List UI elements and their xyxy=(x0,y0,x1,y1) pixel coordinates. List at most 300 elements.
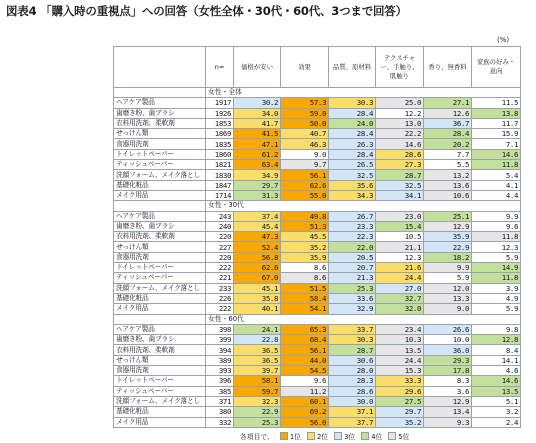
value-cell: 28.6 xyxy=(329,386,376,396)
legend-label: 2位 xyxy=(316,433,329,441)
value-cell: 13.4 xyxy=(424,407,472,417)
table-body xyxy=(114,88,521,428)
value-cell: 36.5 xyxy=(234,355,281,365)
item-label: ティッシュペーパー xyxy=(114,160,206,170)
item-label: 洗顔フォーム、メイク落とし xyxy=(114,283,206,293)
item-label: ヘアケア製品 xyxy=(114,324,206,334)
value-cell: 54.1 xyxy=(281,304,329,314)
value-cell: 65.3 xyxy=(281,324,329,334)
value-cell: 32.5 xyxy=(329,170,376,180)
table-row xyxy=(114,170,521,180)
item-label: メイク用品 xyxy=(114,417,206,427)
item-label: せっけん類 xyxy=(114,355,206,365)
table-row xyxy=(114,293,521,303)
value-cell: 37.7 xyxy=(329,417,376,427)
value-cell: 28.6 xyxy=(376,149,424,159)
value-cell: 21.1 xyxy=(376,242,424,252)
item-label: せっけん類 xyxy=(114,129,206,139)
value-cell: 24.4 xyxy=(376,355,424,365)
value-cell: 13.0 xyxy=(376,118,424,128)
value-cell: 54.5 xyxy=(281,366,329,376)
group-spacer-cell xyxy=(114,201,206,211)
value-cell: 29.7 xyxy=(234,180,281,190)
sample-size-cell: 394 xyxy=(206,345,234,355)
item-label: トイレットペーパー xyxy=(114,376,206,386)
value-cell: 12.0 xyxy=(424,283,472,293)
value-cell: 11.5 xyxy=(472,98,521,108)
value-cell: 52.4 xyxy=(234,242,281,252)
column-header: n= xyxy=(206,47,234,88)
sample-size-cell: 221 xyxy=(206,273,234,283)
table-row xyxy=(114,108,521,118)
sample-size-cell: 1830 xyxy=(206,170,234,180)
value-cell: 13.2 xyxy=(424,170,472,180)
group-label: 女性・全体 xyxy=(206,88,521,98)
sample-size-cell: 399 xyxy=(206,335,234,345)
value-cell: 28.0 xyxy=(329,366,376,376)
table-row xyxy=(114,149,521,159)
table-row xyxy=(114,417,521,427)
value-cell: 28.3 xyxy=(329,376,376,386)
value-cell: 11.8 xyxy=(472,273,521,283)
value-cell: 10.3 xyxy=(376,335,424,345)
table-row xyxy=(114,180,521,190)
value-cell: 23.4 xyxy=(376,324,424,334)
sample-size-cell: 1835 xyxy=(206,139,234,149)
value-cell: 47.1 xyxy=(234,139,281,149)
value-cell: 12.3 xyxy=(472,242,521,252)
sample-size-cell: 222 xyxy=(206,304,234,314)
value-cell: 22.2 xyxy=(376,129,424,139)
value-cell: 63.4 xyxy=(234,160,281,170)
value-cell: 32.7 xyxy=(376,293,424,303)
value-cell: 7.7 xyxy=(424,149,472,159)
item-label: ヘアケア製品 xyxy=(114,211,206,221)
item-label: 衣料用洗剤、柔軟剤 xyxy=(114,118,206,128)
value-cell: 30.6 xyxy=(329,355,376,365)
item-label: 食器用洗剤 xyxy=(114,252,206,262)
value-cell: 22.8 xyxy=(234,335,281,345)
item-label: ティッシュペーパー xyxy=(114,386,206,396)
sample-size-cell: 240 xyxy=(206,221,234,231)
item-label: 基礎化粧品 xyxy=(114,407,206,417)
value-cell: 15.3 xyxy=(376,366,424,376)
value-cell: 28.4 xyxy=(329,149,376,159)
value-cell: 12.8 xyxy=(472,335,521,345)
value-cell: 35.8 xyxy=(234,293,281,303)
value-cell: 67.0 xyxy=(234,273,281,283)
legend-items xyxy=(274,431,410,441)
table-row xyxy=(114,366,521,376)
value-cell: 41.7 xyxy=(234,118,281,128)
value-cell: 25.0 xyxy=(376,98,424,108)
value-cell: 51.3 xyxy=(281,221,329,231)
value-cell: 34.9 xyxy=(234,170,281,180)
sample-size-cell: 222 xyxy=(206,263,234,273)
item-label: ティッシュペーパー xyxy=(114,273,206,283)
group-spacer-cell xyxy=(114,314,206,324)
value-cell: 29.3 xyxy=(424,355,472,365)
value-cell: 45.1 xyxy=(234,283,281,293)
value-cell: 26.6 xyxy=(424,324,472,334)
column-header: 品質、原材料 xyxy=(329,47,376,88)
value-cell: 21.6 xyxy=(376,263,424,273)
table-row xyxy=(114,221,521,231)
value-cell: 56.0 xyxy=(281,417,329,427)
group-spacer-cell xyxy=(114,88,206,98)
item-label: トイレットペーパー xyxy=(114,149,206,159)
value-cell: 59.0 xyxy=(281,108,329,118)
column-header: テクスチャー、手触り、肌触り xyxy=(376,47,424,88)
legend-label: 4位 xyxy=(371,433,383,441)
value-cell: 12.9 xyxy=(424,221,472,231)
item-label: 食器用洗剤 xyxy=(114,366,206,376)
item-label: 食器用洗剤 xyxy=(114,139,206,149)
value-cell: 9.7 xyxy=(281,160,329,170)
value-cell: 20.2 xyxy=(424,139,472,149)
value-cell: 22.9 xyxy=(424,242,472,252)
value-cell: 10.0 xyxy=(424,335,472,345)
value-cell: 35.9 xyxy=(424,232,472,242)
value-cell: 12.3 xyxy=(376,252,424,262)
value-cell: 34.3 xyxy=(329,190,376,200)
value-cell: 9.8 xyxy=(472,324,521,334)
value-cell: 61.2 xyxy=(234,149,281,159)
value-cell: 4.1 xyxy=(472,180,521,190)
value-cell: 9.0 xyxy=(281,149,329,159)
table-row xyxy=(114,232,521,242)
column-header: 価格が安い xyxy=(234,47,281,88)
column-header: 効果 xyxy=(281,47,329,88)
value-cell: 27.3 xyxy=(376,160,424,170)
value-cell: 56.1 xyxy=(281,345,329,355)
value-cell: 26.7 xyxy=(329,211,376,221)
value-cell: 35.2 xyxy=(281,242,329,252)
sample-size-cell: 389 xyxy=(206,355,234,365)
value-cell: 23.3 xyxy=(329,221,376,231)
legend-swatch xyxy=(388,432,396,440)
value-cell: 9.9 xyxy=(472,211,521,221)
value-cell: 11.7 xyxy=(472,118,521,128)
value-cell: 4.4 xyxy=(472,190,521,200)
value-cell: 57.3 xyxy=(281,98,329,108)
value-cell: 56.8 xyxy=(234,252,281,262)
sample-size-cell: 233 xyxy=(206,283,234,293)
value-cell: 45.4 xyxy=(234,221,281,231)
sample-size-cell: 398 xyxy=(206,324,234,334)
value-cell: 62.6 xyxy=(281,180,329,190)
value-cell: 50.0 xyxy=(281,118,329,128)
group-header-row xyxy=(114,201,521,211)
value-cell: 11.2 xyxy=(281,386,329,396)
value-cell: 13.5 xyxy=(472,386,521,396)
value-cell: 28.7 xyxy=(376,170,424,180)
table-row xyxy=(114,139,521,149)
value-cell: 24.1 xyxy=(234,324,281,334)
value-cell: 30.0 xyxy=(329,396,376,406)
value-cell: 40.7 xyxy=(281,129,329,139)
value-cell: 5.9 xyxy=(424,273,472,283)
header-row xyxy=(114,47,521,88)
value-cell: 28.4 xyxy=(329,108,376,118)
item-label: 衣料用洗剤、柔軟剤 xyxy=(114,232,206,242)
group-header-row xyxy=(114,314,521,324)
table-row xyxy=(114,242,521,252)
sample-size-cell: 1917 xyxy=(206,98,234,108)
value-cell: 32.3 xyxy=(234,396,281,406)
value-cell: 5.9 xyxy=(472,252,521,262)
legend xyxy=(240,431,409,441)
value-cell: 18.2 xyxy=(424,252,472,262)
value-cell: 34.0 xyxy=(234,108,281,118)
value-cell: 69.2 xyxy=(281,407,329,417)
value-cell: 62.6 xyxy=(234,263,281,273)
unit-label: (%) xyxy=(497,36,510,44)
item-label: 衣料用洗剤、柔軟剤 xyxy=(114,345,206,355)
sample-size-cell: 371 xyxy=(206,396,234,406)
column-header xyxy=(114,47,206,88)
value-cell: 58.4 xyxy=(281,293,329,303)
value-cell: 20.7 xyxy=(329,263,376,273)
value-cell: 25.1 xyxy=(424,211,472,221)
legend-label: 3位 xyxy=(344,433,356,441)
group-header-row xyxy=(114,88,521,98)
item-label: 歯磨き粉、歯ブラシ xyxy=(114,108,206,118)
sample-size-cell: 220 xyxy=(206,252,234,262)
table-row xyxy=(114,273,521,283)
value-cell: 33.7 xyxy=(329,324,376,334)
value-cell: 14.6 xyxy=(472,376,521,386)
value-cell: 35.9 xyxy=(281,252,329,262)
value-cell: 22.0 xyxy=(329,242,376,252)
table-row xyxy=(114,335,521,345)
value-cell: 36.5 xyxy=(234,345,281,355)
table-row xyxy=(114,345,521,355)
value-cell: 20.5 xyxy=(329,252,376,262)
value-cell: 5.5 xyxy=(424,160,472,170)
value-cell: 14.6 xyxy=(376,139,424,149)
value-cell: 14.1 xyxy=(472,355,521,365)
sample-size-cell: 220 xyxy=(206,232,234,242)
value-cell: 12.6 xyxy=(424,108,472,118)
value-cell: 32.5 xyxy=(376,180,424,190)
table-row xyxy=(114,304,521,314)
value-cell: 68.4 xyxy=(281,335,329,345)
value-cell: 5.1 xyxy=(472,396,521,406)
value-cell: 27.0 xyxy=(376,283,424,293)
value-cell: 27.1 xyxy=(424,98,472,108)
value-cell: 22.3 xyxy=(329,232,376,242)
item-label: 歯磨き粉、歯ブラシ xyxy=(114,335,206,345)
sample-size-cell: 332 xyxy=(206,417,234,427)
value-cell: 12.2 xyxy=(376,108,424,118)
value-cell: 31.3 xyxy=(234,190,281,200)
value-cell: 11.8 xyxy=(472,160,521,170)
value-cell: 8.3 xyxy=(424,376,472,386)
value-cell: 5.4 xyxy=(472,170,521,180)
sample-size-cell: 1926 xyxy=(206,108,234,118)
legend-swatch xyxy=(280,432,288,440)
figure-title: 図表4 「購入時の重視点」への回答（女性全体・30代・60代、3つまで回答） xyxy=(6,4,407,18)
value-cell: 8.6 xyxy=(281,263,329,273)
value-cell: 37.4 xyxy=(234,211,281,221)
value-cell: 12.9 xyxy=(424,396,472,406)
value-cell: 29.6 xyxy=(376,386,424,396)
item-label: 歯磨き粉、歯ブラシ xyxy=(114,221,206,231)
value-cell: 13.6 xyxy=(424,180,472,190)
response-table xyxy=(113,46,521,428)
value-cell: 30.3 xyxy=(329,98,376,108)
value-cell: 4.9 xyxy=(472,293,521,303)
table-row xyxy=(114,118,521,128)
value-cell: 23.0 xyxy=(376,211,424,221)
sample-size-cell: 227 xyxy=(206,242,234,252)
legend-label: 5位 xyxy=(398,433,410,441)
value-cell: 59.7 xyxy=(234,386,281,396)
value-cell: 26.3 xyxy=(329,139,376,149)
value-cell: 33.6 xyxy=(329,293,376,303)
value-cell: 9.6 xyxy=(281,376,329,386)
value-cell: 13.8 xyxy=(472,108,521,118)
value-cell: 9.3 xyxy=(424,417,472,427)
value-cell: 32.9 xyxy=(329,304,376,314)
value-cell: 26.5 xyxy=(329,160,376,170)
value-cell: 17.8 xyxy=(424,366,472,376)
group-label: 女性・30代 xyxy=(206,201,521,211)
legend-swatch xyxy=(361,432,369,440)
value-cell: 29.7 xyxy=(376,407,424,417)
value-cell: 28.4 xyxy=(329,129,376,139)
value-cell: 58.1 xyxy=(234,376,281,386)
value-cell: 10.5 xyxy=(376,232,424,242)
value-cell: 45.5 xyxy=(281,232,329,242)
value-cell: 37.1 xyxy=(329,407,376,417)
legend-swatch xyxy=(307,432,315,440)
value-cell: 4.6 xyxy=(472,366,521,376)
group-label: 女性・60代 xyxy=(206,314,521,324)
value-cell: 22.9 xyxy=(234,407,281,417)
value-cell: 33.3 xyxy=(376,376,424,386)
value-cell: 34.1 xyxy=(376,190,424,200)
sample-size-cell: 1821 xyxy=(206,160,234,170)
value-cell: 14.9 xyxy=(472,263,521,273)
value-cell: 46.3 xyxy=(281,139,329,149)
value-cell: 51.5 xyxy=(281,283,329,293)
sample-size-cell: 1847 xyxy=(206,180,234,190)
item-label: メイク用品 xyxy=(114,190,206,200)
value-cell: 25.3 xyxy=(234,417,281,427)
table-row xyxy=(114,160,521,170)
sample-size-cell: 396 xyxy=(206,376,234,386)
value-cell: 3.2 xyxy=(472,407,521,417)
table-row xyxy=(114,407,521,417)
value-cell: 35.6 xyxy=(329,180,376,190)
value-cell: 39.7 xyxy=(234,366,281,376)
sample-size-cell: 1853 xyxy=(206,118,234,128)
sample-size-cell: 226 xyxy=(206,293,234,303)
value-cell: 7.1 xyxy=(472,139,521,149)
table-row xyxy=(114,324,521,334)
legend-swatch xyxy=(334,432,342,440)
table-row xyxy=(114,386,521,396)
table-row xyxy=(114,263,521,273)
value-cell: 28.4 xyxy=(424,129,472,139)
legend-label: 1位 xyxy=(289,433,301,441)
sample-size-cell: 385 xyxy=(206,386,234,396)
table-row xyxy=(114,211,521,221)
value-cell: 35.2 xyxy=(376,417,424,427)
item-label: 洗顔フォーム、メイク落とし xyxy=(114,170,206,180)
value-cell: 8.6 xyxy=(281,273,329,283)
value-cell: 8.4 xyxy=(472,345,521,355)
table-row xyxy=(114,190,521,200)
value-cell: 13.5 xyxy=(376,345,424,355)
table-row xyxy=(114,252,521,262)
item-label: トイレットペーパー xyxy=(114,263,206,273)
legend-prefix: 各項目で、 xyxy=(240,433,274,441)
table-row xyxy=(114,129,521,139)
value-cell: 28.7 xyxy=(329,345,376,355)
value-cell: 5.9 xyxy=(472,304,521,314)
table-row xyxy=(114,283,521,293)
item-label: せっけん類 xyxy=(114,242,206,252)
value-cell: 55.0 xyxy=(281,190,329,200)
sample-size-cell: 1860 xyxy=(206,149,234,159)
value-cell: 13.3 xyxy=(424,293,472,303)
value-cell: 9.0 xyxy=(424,304,472,314)
value-cell: 49.8 xyxy=(281,211,329,221)
value-cell: 9.9 xyxy=(424,263,472,273)
sample-size-cell: 1714 xyxy=(206,190,234,200)
value-cell: 27.5 xyxy=(376,396,424,406)
value-cell: 41.5 xyxy=(234,129,281,139)
item-label: ヘアケア製品 xyxy=(114,98,206,108)
value-cell: 24.4 xyxy=(376,273,424,283)
table-row xyxy=(114,98,521,108)
item-label: 基礎化粧品 xyxy=(114,293,206,303)
value-cell: 24.0 xyxy=(329,118,376,128)
table-row xyxy=(114,355,521,365)
value-cell: 44.0 xyxy=(281,355,329,365)
value-cell: 11.8 xyxy=(472,232,521,242)
value-cell: 10.6 xyxy=(424,190,472,200)
value-cell: 60.1 xyxy=(281,396,329,406)
value-cell: 36.7 xyxy=(424,118,472,128)
sample-size-cell: 393 xyxy=(206,366,234,376)
sample-size-cell: 243 xyxy=(206,211,234,221)
value-cell: 30.2 xyxy=(234,98,281,108)
sample-size-cell: 380 xyxy=(206,407,234,417)
item-label: 基礎化粧品 xyxy=(114,180,206,190)
value-cell: 14.6 xyxy=(472,149,521,159)
value-cell: 40.1 xyxy=(234,304,281,314)
value-cell: 3.6 xyxy=(424,386,472,396)
value-cell: 2.4 xyxy=(472,417,521,427)
value-cell: 47.3 xyxy=(234,232,281,242)
item-label: 洗顔フォーム、メイク落とし xyxy=(114,396,206,406)
value-cell: 9.6 xyxy=(472,221,521,231)
value-cell: 36.0 xyxy=(424,345,472,355)
value-cell: 15.4 xyxy=(376,221,424,231)
column-header: 香り、無香料 xyxy=(424,47,472,88)
table-row xyxy=(114,396,521,406)
value-cell: 30.3 xyxy=(329,335,376,345)
value-cell: 21.3 xyxy=(329,273,376,283)
item-label: メイク用品 xyxy=(114,304,206,314)
column-header: 家族の好み・意向 xyxy=(472,47,521,88)
value-cell: 56.1 xyxy=(281,170,329,180)
value-cell: 15.9 xyxy=(472,129,521,139)
